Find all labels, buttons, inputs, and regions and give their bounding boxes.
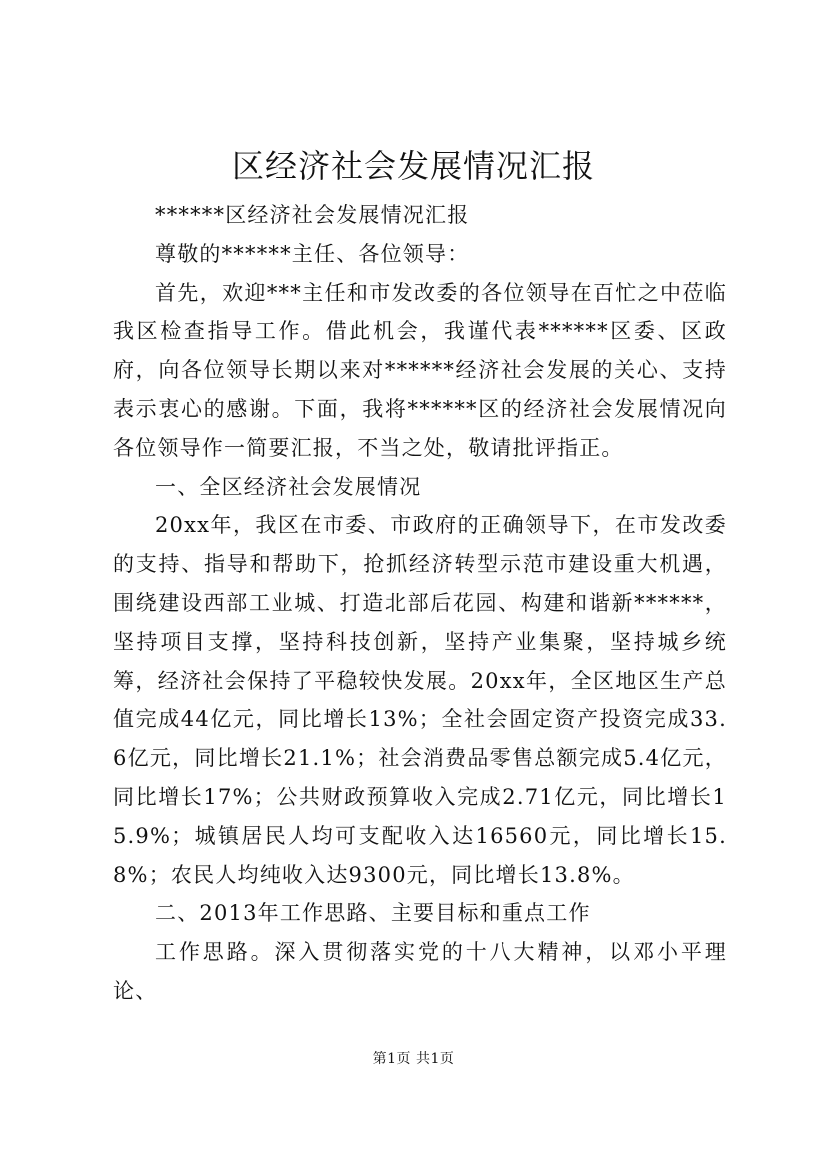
paragraph-work-approach: 工作思路。深入贯彻落实党的十八大精神，以邓小平理论、	[113, 940, 727, 1003]
paragraph-report-heading: ******区经济社会发展情况汇报	[155, 203, 470, 227]
section-heading-1: 一、全区经济社会发展情况	[155, 474, 422, 499]
paragraph-introduction: 首先，欢迎***主任和市发改委的各位领导在百忙之中莅临我区检查指导工作。借此机会，我谨代表******区委、区政府，向各位领导长期以来对******经济社会发展的关心、支持表示衷心的感谢。下面，我将******区的经济社会发展情况向各位领导作一简要汇报，不当之处，敬请批评指正。	[113, 280, 727, 460]
section-heading-2: 二、2013年工作思路、主要目标和重点工作	[155, 901, 591, 926]
document-title: 区经济社会发展情况汇报	[231, 147, 595, 185]
document-body	[113, 196, 727, 1011]
paragraph-salutation: 尊敬的******主任、各位领导：	[155, 241, 470, 266]
paragraph-economic-overview: 20xx年，我区在市委、市政府的正确领导下，在市发改委的支持、指导和帮助下，抢抓经济转型示范市建设重大机遇，围绕建设西部工业城、打造北部后花园、构建和谐新******，坚持项目支撑，坚持科技创新，坚持产业集聚，坚持城乡统筹，经济社会保持了平稳较快发展。20xx年，全区地区生产总值完成44亿元，同比增长13%；全社会固定资产投资完成33.6亿元，同比增长21.1%；社会消费品零售总额完成5.4亿元，同比增长17%；公共财政预算收入完成2.71亿元，同比增长15.9%；城镇居民人均可支配收入达16560元，同比增长15.8%；农民人均纯收入达9300元，同比增长13.8%。	[113, 513, 727, 887]
page-footer: 第1页 共1页	[372, 1051, 455, 1067]
